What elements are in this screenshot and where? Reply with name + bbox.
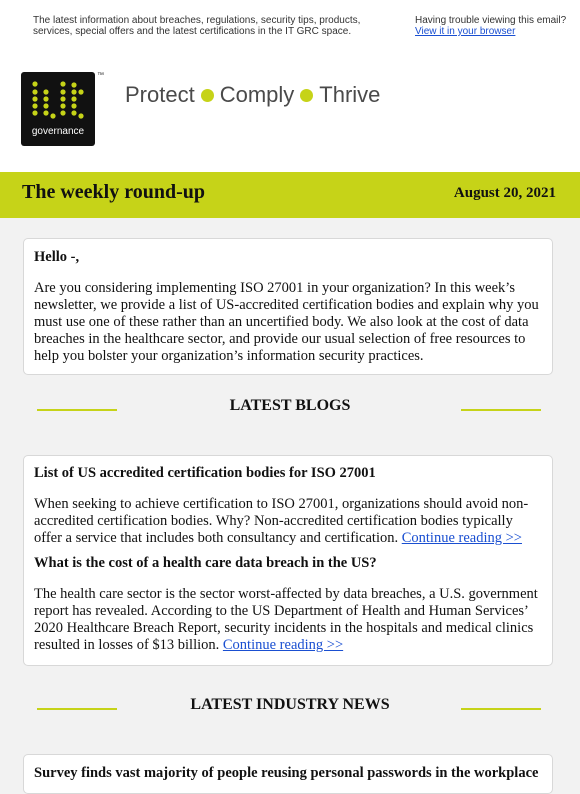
blog-summary xyxy=(34,496,542,547)
blog-body: The health care sector is the sector worst-affected by data breaches, a U.S. government report has revealed. According to the US Department of Health and Human Services’ 2020 Healthcare Breach Report, security incidents in the hospitals and medical clinics resulted in losses of $13 billion. xyxy=(34,586,538,653)
preheader-text: The latest information about breaches, regulations, security tips, products, services, special offers and the latest certifications in the IT GRC space. xyxy=(33,15,361,37)
tagline-comply: Comply xyxy=(219,82,295,107)
intro-card xyxy=(23,238,553,375)
blog-title[interactable]: List of US accredited certification bodies for ISO 27001 xyxy=(34,465,376,481)
divider-right xyxy=(461,409,541,411)
blog-body: When seeking to achieve certification to ISO 27001, organizations should avoid non-accredited certification bodies. Why? Non-accredited certification bodies typically offer a service that includes both consultancy and certification. xyxy=(34,496,529,546)
newsletter-date: August 20, 2021 xyxy=(453,185,556,201)
tagline xyxy=(125,82,380,108)
tagline-thrive: Thrive xyxy=(319,82,381,107)
latest-blogs-heading: LATEST BLOGS xyxy=(229,397,351,414)
intro-body: Are you considering implementing ISO 27001 in your organization? In this week’s newsletter, we provide a list of US-accredited certification bodies and explain why you must use one of these rather than an uncertified body. We also look at the cost of data breaches in the healthcare sector, and provide our usual selection of free resources to help you bolster your organization’s information security practices. xyxy=(34,280,539,364)
trademark-mark: ™ xyxy=(97,72,104,79)
news-title[interactable]: Survey finds vast majority of people reusing personal passwords in the workplace xyxy=(34,765,539,781)
continue-reading-link[interactable]: Continue reading >> xyxy=(401,530,522,546)
title-band xyxy=(0,172,580,218)
tagline-protect: Protect xyxy=(125,82,195,107)
greeting: Hello -, xyxy=(34,249,80,265)
news-card xyxy=(23,754,553,794)
latest-news-heading: LATEST INDUSTRY NEWS xyxy=(190,696,390,713)
blogs-card xyxy=(23,455,553,666)
divider-right xyxy=(461,708,541,710)
latest-news-header xyxy=(0,692,580,722)
logo-wordmark: governance xyxy=(31,126,85,137)
brand-header xyxy=(0,64,580,172)
blog-title[interactable]: What is the cost of a health care data breach in the US? xyxy=(34,555,377,571)
dot-icon xyxy=(300,89,313,102)
newsletter-title: The weekly round-up xyxy=(22,181,206,203)
dot-icon xyxy=(201,89,214,102)
view-in-browser xyxy=(415,15,575,37)
continue-reading-link[interactable]: Continue reading >> xyxy=(222,637,344,653)
view-in-browser-link[interactable]: View it in your browser xyxy=(415,26,516,37)
latest-blogs-header xyxy=(0,393,580,423)
blog-summary xyxy=(34,586,542,654)
trouble-text: Having trouble viewing this email? xyxy=(415,15,567,26)
it-dots-icon xyxy=(29,80,87,120)
it-governance-logo[interactable] xyxy=(21,72,95,146)
preheader-bar xyxy=(0,0,580,64)
